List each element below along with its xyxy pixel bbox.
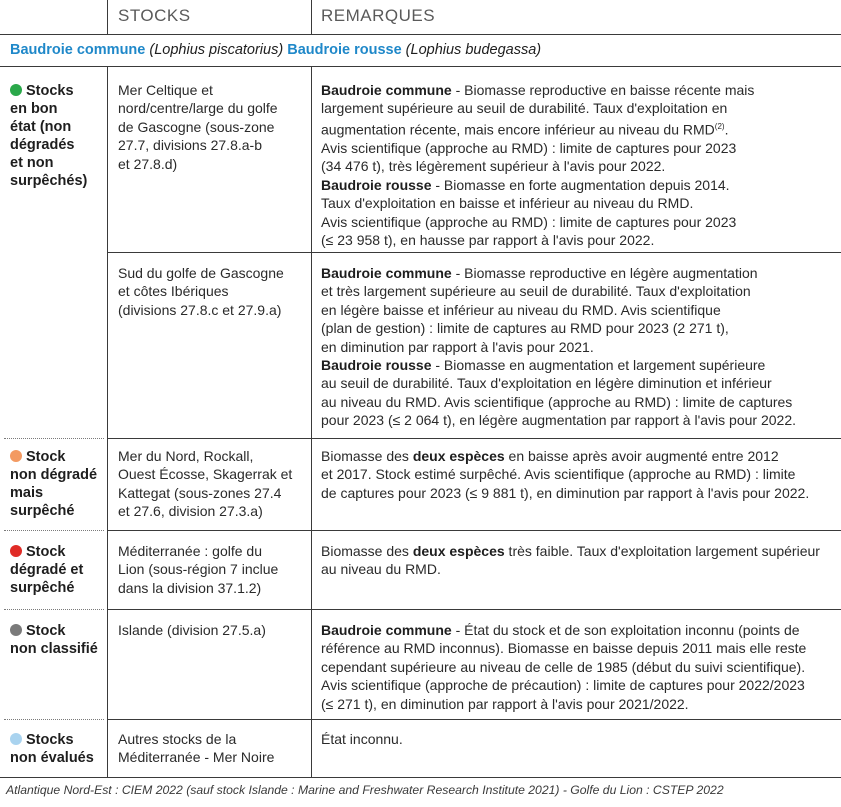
stock-line: et 27.6, division 27.3.a)	[118, 503, 263, 520]
status-dot-good-icon	[10, 84, 22, 96]
status-label-line: Stocks	[26, 83, 74, 99]
stock-name-golfe-du-lion	[118, 542, 304, 597]
stock-line: 27.7, divisions 27.8.a-b	[118, 137, 262, 154]
species-name: Baudroie rousse	[321, 176, 432, 193]
remark-line: en baisse après avoir augmenté entre 2012	[504, 448, 779, 464]
stock-line: Kattegat (sous-zones 27.4	[118, 484, 282, 501]
remark-line: Taux d'exploitation en baisse et inférieur au niveau du RMD.	[321, 195, 694, 212]
remark-line: référence au RMD inconnus). Biomasse en baisse depuis 2011 mais elle reste	[321, 640, 807, 657]
remark-golfe-du-lion	[321, 542, 833, 579]
remark-line: et 2017. Stock estimé surpêché. Avis scientifique (approche au RMD) : limite	[321, 466, 796, 483]
stock-line: Ouest Écosse, Skagerrak et	[118, 466, 293, 483]
status-label-line: dégradé et	[10, 562, 84, 578]
status-label-line: en bon	[10, 101, 58, 117]
status-good	[10, 82, 104, 190]
species-name: Baudroie commune	[321, 265, 452, 281]
stock-name-celtic-gascogne	[118, 81, 304, 173]
remark-line: - État du stock et de son exploitation inconnu (points de	[451, 622, 800, 638]
remark-line: augmentation récente, mais encore inférieur au niveau du RMD	[321, 121, 715, 138]
remark-line: pour 2023 (≤ 2 064 t), en légère augmentation par rapport à l'avis pour 2022.	[321, 412, 796, 429]
stock-line: Méditerranée : golfe du	[118, 543, 262, 559]
stock-name-mer-du-nord	[118, 447, 304, 521]
status-label-line: dégradés	[10, 137, 75, 153]
status-label-line: non dégradé	[10, 467, 98, 483]
remark-mer-du-nord	[321, 447, 833, 502]
status-label-line: non classifié	[10, 641, 98, 657]
remark-line: en diminution par rapport à l'avis pour 2021.	[321, 338, 594, 355]
status-label-line: surpêchés)	[10, 173, 88, 189]
stock-name-sud-gascogne	[118, 264, 304, 319]
stock-line: et côtes Ibériques	[118, 283, 229, 300]
status-dot-overfished-icon	[10, 450, 22, 462]
stock-name-islande	[118, 621, 304, 639]
remark-line: Avis scientifique (approche de précaution) : limite de captures pour 2022/2023	[321, 677, 805, 694]
status-unclassified	[10, 622, 104, 658]
species-legend	[10, 42, 541, 58]
remark-line: largement supérieure au seuil de durabilité. Taux d'exploitation en	[321, 100, 728, 117]
stock-line: Mer Celtique et	[118, 82, 213, 98]
species-name: Baudroie rousse	[321, 357, 432, 374]
stock-line: nord/centre/large du golfe	[118, 100, 278, 117]
stock-line: Islande (division 27.5.a)	[118, 622, 266, 638]
remark-line: Biomasse des	[321, 543, 413, 559]
remark-line: État inconnu.	[321, 731, 403, 747]
status-label-line: Stock	[26, 544, 66, 560]
remark-line: Avis scientifique (approche au RMD) : limite de captures pour 2023	[321, 213, 737, 230]
remark-line: au seuil de durabilité. Taux d'exploitation en légère diminution et inférieur	[321, 375, 772, 392]
remark-bold: deux espèces	[412, 543, 505, 559]
remark-line: (≤ 271 t), en diminution par rapport à l'avis pour 2021/2022.	[321, 695, 689, 712]
stock-line: Méditerranée - Mer Noire	[118, 749, 275, 766]
status-label-line: mais	[10, 485, 44, 501]
status-dot-unclassified-icon	[10, 624, 22, 636]
remark-bold: deux espèces	[412, 448, 505, 464]
species-rousse-name: Baudroie rousse	[287, 42, 402, 58]
species-common-name: Baudroie commune	[10, 42, 146, 58]
status-dot-unevaluated-icon	[10, 733, 22, 745]
status-overfished	[10, 448, 104, 520]
remark-line: de captures pour 2023 (≤ 9 881 t), en diminution par rapport à l'avis pour 2022.	[321, 484, 810, 501]
status-label-line: surpêché	[10, 503, 75, 519]
remark-line: Avis scientifique (approche au RMD) : limite de captures pour 2023	[321, 139, 737, 156]
remark-line: - Biomasse en augmentation et largement supérieure	[431, 357, 766, 374]
remark-line: - Biomasse reproductive en baisse récente mais	[451, 82, 755, 98]
status-degraded	[10, 543, 104, 597]
remark-line: (34 476 t), très légèrement supérieur à l'avis pour 2022.	[321, 158, 666, 175]
stock-line: dans la division 37.1.2)	[118, 579, 262, 596]
status-label-line: Stock	[26, 623, 66, 639]
stock-line: Mer du Nord, Rockall,	[118, 448, 254, 464]
remark-line: - Biomasse reproductive en légère augmentation	[451, 265, 758, 281]
remark-line: Biomasse des	[321, 448, 413, 464]
species-rousse-latin: (Lophius budegassa)	[405, 42, 542, 58]
status-label-line: surpêché	[10, 580, 75, 596]
status-label-line: Stock	[26, 449, 66, 465]
status-label-line: et non	[10, 155, 54, 171]
remark-line: très faible. Taux d'exploitation largement supérieur	[504, 543, 820, 559]
source-footnote: Atlantique Nord-Est : CIEM 2022 (sauf stock Islande : Marine and Freshwater Research Institute 2021) - Golfe du Lion : CSTEP 2022	[6, 783, 724, 797]
stock-line: Sud du golfe de Gascogne	[118, 265, 284, 281]
remark-line: et très largement supérieure au seuil de durabilité. Taux d'exploitation	[321, 283, 751, 300]
column-header-stocks: STOCKS	[118, 6, 191, 25]
remark-islande	[321, 621, 833, 713]
stock-name-autres-mediterranee	[118, 730, 304, 767]
status-label-line: état (non	[10, 119, 72, 135]
remark-line: en légère baisse et inférieur au niveau du RMD. Avis scientifique	[321, 301, 721, 318]
species-common-latin: (Lophius piscatorius)	[149, 42, 284, 58]
stock-line: Autres stocks de la	[118, 731, 237, 747]
status-dot-degraded-icon	[10, 545, 22, 557]
remark-autres-mediterranee	[321, 730, 833, 748]
stock-line: (divisions 27.8.c et 27.9.a)	[118, 301, 282, 318]
species-name: Baudroie commune	[321, 622, 452, 638]
remark-line: au niveau du RMD.	[321, 561, 441, 578]
stock-line: et 27.8.d)	[118, 155, 178, 172]
footnote-ref: (2)	[714, 121, 725, 131]
remark-line: - Biomasse en forte augmentation depuis 2014.	[431, 176, 730, 193]
stock-line: Lion (sous-région 7 inclue	[118, 561, 279, 578]
remark-line: cependant supérieure au niveau de celle de 1985 (début du suivi scientifique).	[321, 658, 806, 675]
remark-line: au niveau du RMD. Avis scientifique (approche au RMD) : limite de captures	[321, 393, 793, 410]
remark-line: (≤ 23 958 t), en hausse par rapport à l'avis pour 2022.	[321, 231, 655, 248]
column-header-remarques: REMARQUES	[321, 6, 436, 25]
remark-line-end: .	[724, 121, 729, 138]
remark-sud-gascogne	[321, 264, 833, 430]
status-unevaluated	[10, 731, 104, 767]
stock-line: de Gascogne (sous-zone	[118, 118, 275, 135]
status-label-line: non évalués	[10, 750, 94, 766]
status-label-line: Stocks	[26, 732, 74, 748]
species-name: Baudroie commune	[321, 82, 452, 98]
remark-line: (plan de gestion) : limite de captures au RMD pour 2023 (2 271 t),	[321, 320, 729, 337]
remark-celtic-gascogne	[321, 81, 833, 249]
